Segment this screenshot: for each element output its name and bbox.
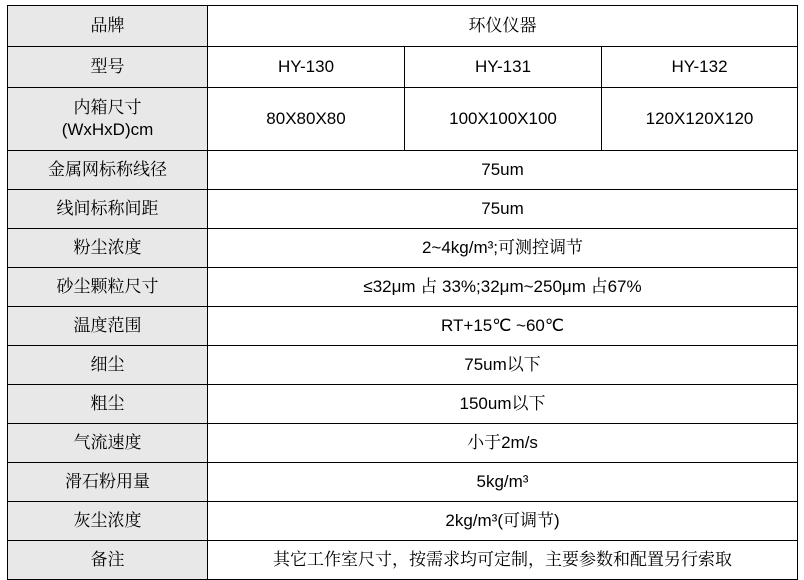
table-row <box>8 541 798 580</box>
row-label-wire-spacing: 线间标称间距 <box>8 190 208 229</box>
row-label-brand: 品牌 <box>8 6 208 47</box>
row-value-wire-spacing: 75um <box>208 190 798 229</box>
table-row <box>8 88 798 151</box>
row-value-inner-size-3: 120X120X120 <box>602 88 798 151</box>
row-value-fine-dust: 75um以下 <box>208 346 798 385</box>
table-row <box>8 229 798 268</box>
row-label-fine-dust: 细尘 <box>8 346 208 385</box>
row-label-remarks: 备注 <box>8 541 208 580</box>
row-label-coarse-dust: 粗尘 <box>8 385 208 424</box>
table-row <box>8 346 798 385</box>
row-value-particle-size: ≤32μm 占 33%;32μm~250μm 占67% <box>208 268 798 307</box>
table-row <box>8 385 798 424</box>
row-label-talc-amount: 滑石粉用量 <box>8 463 208 502</box>
row-value-inner-size-1: 80X80X80 <box>208 88 405 151</box>
table-row <box>8 424 798 463</box>
row-value-coarse-dust: 150um以下 <box>208 385 798 424</box>
row-label-mesh-wire-diameter: 金属网标称线径 <box>8 151 208 190</box>
table-row <box>8 463 798 502</box>
row-label-particle-size: 砂尘颗粒尺寸 <box>8 268 208 307</box>
table-row <box>8 47 798 88</box>
row-value-temperature-range: RT+15℃ ~60℃ <box>208 307 798 346</box>
row-label-inner-size-line1: 内箱尺寸 <box>73 97 142 117</box>
row-value-brand: 环仪仪器 <box>208 6 798 47</box>
row-value-ash-concentration: 2kg/m³(可调节) <box>208 502 798 541</box>
table-body <box>8 6 798 580</box>
row-label-temperature-range: 温度范围 <box>8 307 208 346</box>
table-row <box>8 268 798 307</box>
row-value-airflow-speed: 小于2m/s <box>208 424 798 463</box>
table-row <box>8 502 798 541</box>
row-value-talc-amount: 5kg/m³ <box>208 463 798 502</box>
specification-table <box>7 5 798 580</box>
table-row <box>8 190 798 229</box>
row-label-model: 型号 <box>8 47 208 88</box>
row-value-model-1: HY-130 <box>208 47 405 88</box>
table-row <box>8 6 798 47</box>
row-value-mesh-wire-diameter: 75um <box>208 151 798 190</box>
row-value-remarks: 其它工作室尺寸，按需求均可定制，主要参数和配置另行索取 <box>208 541 798 580</box>
table-row <box>8 307 798 346</box>
row-label-inner-size <box>8 88 208 151</box>
row-label-inner-size-line2: (WxHxD)cm <box>61 120 154 139</box>
row-label-airflow-speed: 气流速度 <box>8 424 208 463</box>
row-label-dust-concentration: 粉尘浓度 <box>8 229 208 268</box>
row-value-model-3: HY-132 <box>602 47 798 88</box>
row-value-dust-concentration: 2~4kg/m³;可测控调节 <box>208 229 798 268</box>
row-value-model-2: HY-131 <box>405 47 602 88</box>
row-label-ash-concentration: 灰尘浓度 <box>8 502 208 541</box>
table-row <box>8 151 798 190</box>
row-value-inner-size-2: 100X100X100 <box>405 88 602 151</box>
